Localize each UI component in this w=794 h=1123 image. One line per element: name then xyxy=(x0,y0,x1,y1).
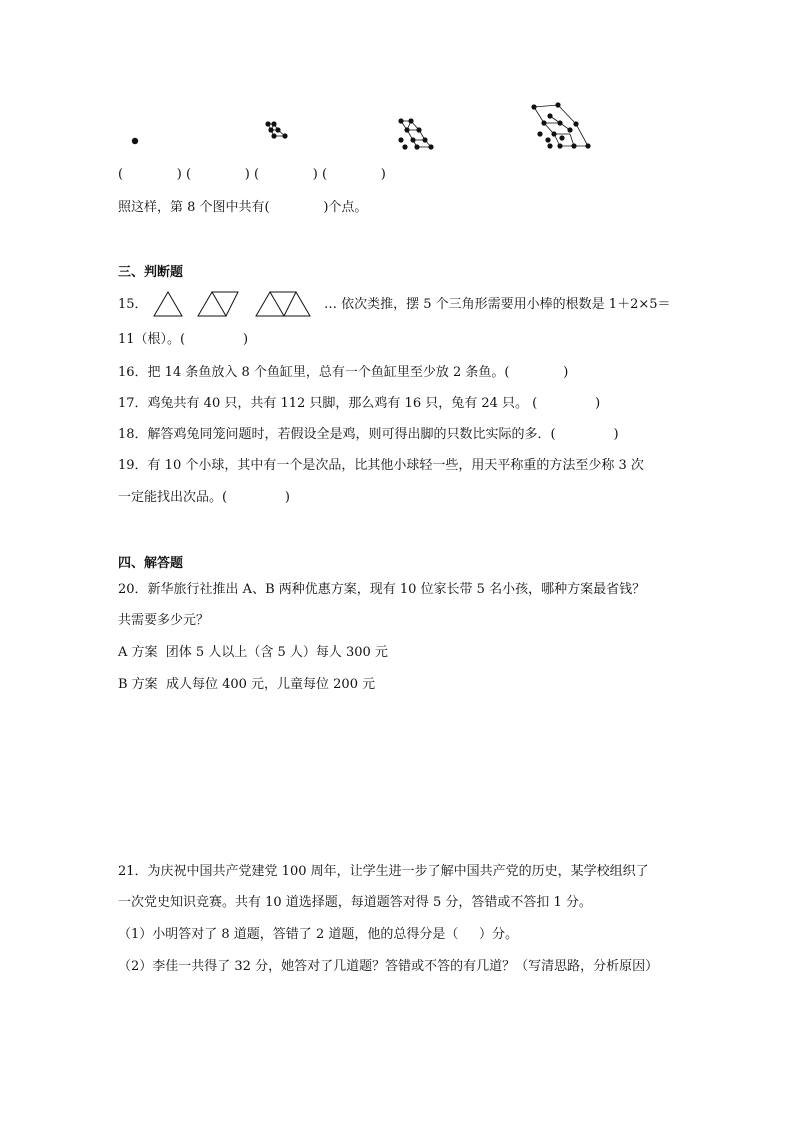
dot-figure-4 xyxy=(526,98,596,154)
q15-number: 15． xyxy=(118,297,148,312)
q21-text-line1: 21．为庆祝中国共产党建党 100 周年，让学生进一步了解中国共产党的历史，某学校组织了 xyxy=(118,864,649,879)
dot-figure-3 xyxy=(393,114,439,152)
q20-text-line1: 20．新华旅行社推出 A、B 两种优惠方案，现有 10 位家长带 5 名小孩，哪种方案最省钱？ xyxy=(118,582,646,597)
section4-heading: 四、解答题 xyxy=(118,556,184,571)
q21-part1[interactable]: （1）小明答对了 8 道题，答错了 2 道题，他的总得分是（ ）分。 xyxy=(118,927,519,942)
q20-plan-a: A 方案 团体 5 人以上（含 5 人）每人 300 元 xyxy=(118,645,388,660)
q20-text-line2: 共需要多少元？ xyxy=(118,613,210,628)
q21-text-line2: 一次党史知识竞赛。共有 10 道选择题，每道题答对得 5 分，答错或不答扣 1 分。 xyxy=(118,895,592,910)
q18-text[interactable]: 18．解答鸡兔同笼问题时，若假设全是鸡，则可得出脚的只数比实际的多．( ) xyxy=(118,427,619,442)
dot-followup-question[interactable]: 照这样，第 8 个图中共有( )个点。 xyxy=(118,200,368,215)
dot-figure-2 xyxy=(260,118,294,144)
dot-answer-blanks[interactable]: ( ) ( ) ( ) ( ) xyxy=(118,167,386,182)
section3-heading: 三、判断题 xyxy=(118,265,184,280)
q15-text-line1: … 依次类推，摆 5 个三角形需要用小棒的根数是 1＋2×5＝ xyxy=(324,297,671,312)
q17-text[interactable]: 17．鸡兔共有 40 只，共有 112 只脚，那么鸡有 16 只，兔有 24 只。 ( ) xyxy=(118,396,601,411)
q19-text-line2[interactable]: 一定能找出次品。( ) xyxy=(118,490,290,505)
triangle-figure-3 xyxy=(254,290,312,318)
q21-part2: （2）李佳一共得了 32 分，她答对了几道题？答错或不答的有几道？（写清思路，分析原因） xyxy=(118,959,659,974)
dot-figure-1 xyxy=(128,134,142,148)
q20-plan-b: B 方案 成人每位 400 元，儿童每位 200 元 xyxy=(118,677,376,692)
triangle-figure-2 xyxy=(196,290,240,318)
triangle-figure-1 xyxy=(152,290,184,318)
q16-text[interactable]: 16．把 14 条鱼放入 8 个鱼缸里，总有一个鱼缸里至少放 2 条鱼。( ) xyxy=(118,365,569,380)
q19-text-line1: 19．有 10 个小球，其中有一个是次品，比其他小球轻一些，用天平称重的方法至少称 3 次 xyxy=(118,458,644,473)
q15-text-line2[interactable]: 11（根）。( ) xyxy=(118,332,249,347)
